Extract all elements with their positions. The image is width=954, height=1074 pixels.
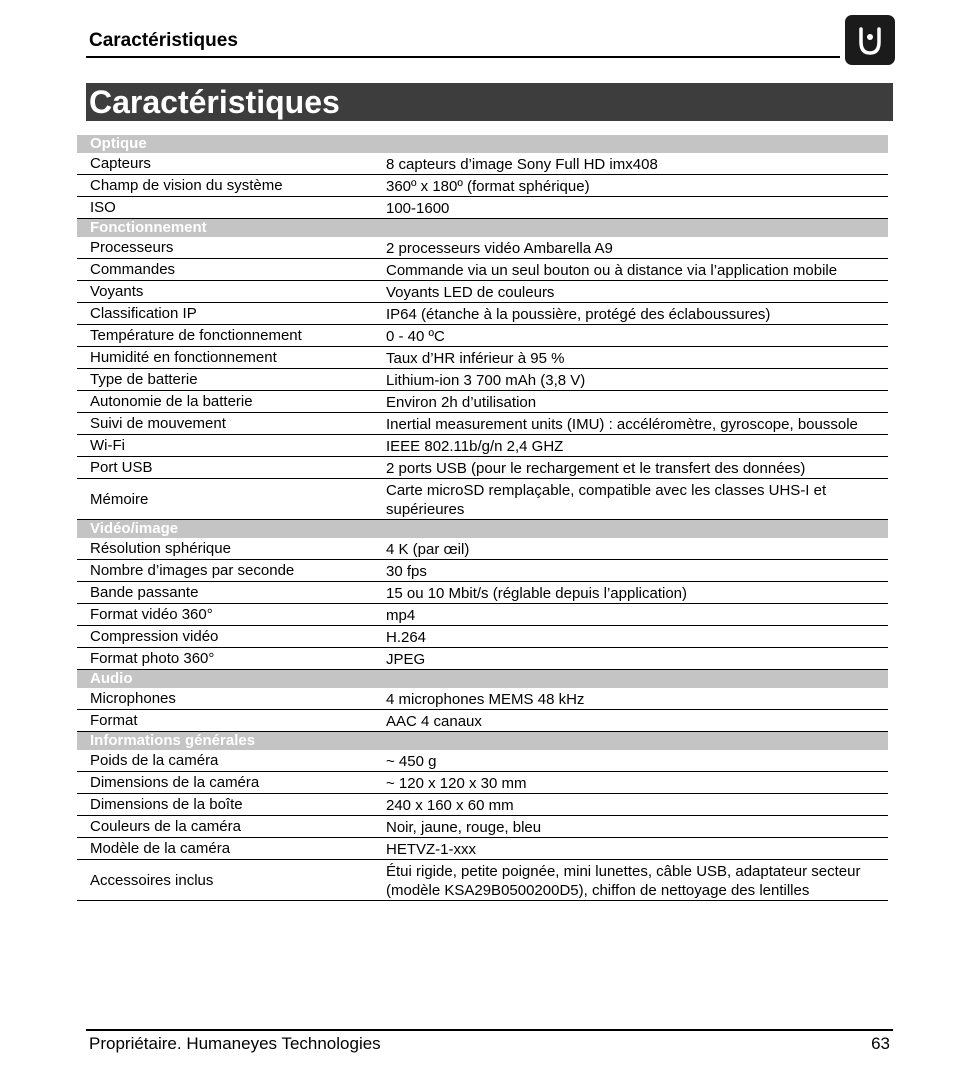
spec-row — [77, 860, 888, 901]
section-title: Audio — [77, 670, 888, 689]
spec-label: Compression vidéo — [77, 626, 386, 648]
section-header — [77, 135, 888, 153]
spec-label: Suivi de mouvement — [77, 413, 386, 435]
spec-label: Résolution sphérique — [77, 538, 386, 560]
specifications-table — [77, 135, 888, 901]
spec-value: Carte microSD remplaçable, compatible avec les classes UHS-I et supérieures — [386, 479, 888, 520]
spec-value: 8 capteurs d’image Sony Full HD imx408 — [386, 153, 888, 175]
humaneyes-logo-icon — [845, 15, 895, 65]
page-number: 63 — [871, 1034, 890, 1053]
spec-value: JPEG — [386, 648, 888, 670]
spec-label: Humidité en fonctionnement — [77, 347, 386, 369]
spec-row — [77, 582, 888, 604]
spec-label: Capteurs — [77, 153, 386, 175]
spec-label: Wi-Fi — [77, 435, 386, 457]
section-title: Fonctionnement — [77, 219, 888, 238]
spec-label: Processeurs — [77, 237, 386, 259]
spec-label: Poids de la caméra — [77, 750, 386, 772]
spec-label: Nombre d’images par seconde — [77, 560, 386, 582]
spec-label: Température de fonctionnement — [77, 325, 386, 347]
page-title: Caractéristiques — [86, 83, 893, 121]
spec-row — [77, 391, 888, 413]
spec-row — [77, 838, 888, 860]
spec-value: Commande via un seul bouton ou à distance via l’application mobile — [386, 259, 888, 281]
spec-value: AAC 4 canaux — [386, 710, 888, 732]
spec-value: 4 microphones MEMS 48 kHz — [386, 688, 888, 710]
spec-value: Étui rigide, petite poignée, mini lunettes, câble USB, adaptateur secteur (modèle KSA29B0500200D5), chiffon de nettoyage des lentilles — [386, 860, 888, 901]
spec-value: 360º x 180º (format sphérique) — [386, 175, 888, 197]
spec-value: ~ 120 x 120 x 30 mm — [386, 772, 888, 794]
spec-value: Environ 2h d’utilisation — [386, 391, 888, 413]
spec-row — [77, 560, 888, 582]
spec-label: Accessoires inclus — [77, 860, 386, 901]
spec-value: ~ 450 g — [386, 750, 888, 772]
footer-owner: Propriétaire. Humaneyes Technologies — [89, 1034, 381, 1053]
spec-row — [77, 325, 888, 347]
spec-label: Type de batterie — [77, 369, 386, 391]
spec-row — [77, 435, 888, 457]
spec-label: Voyants — [77, 281, 386, 303]
section-header — [77, 520, 888, 539]
section-title: Informations générales — [77, 732, 888, 751]
spec-label: ISO — [77, 197, 386, 219]
spec-row — [77, 197, 888, 219]
spec-row — [77, 816, 888, 838]
spec-value: IEEE 802.11b/g/n 2,4 GHZ — [386, 435, 888, 457]
header-rule — [86, 56, 840, 58]
running-header: Caractéristiques — [89, 30, 238, 51]
spec-row — [77, 369, 888, 391]
spec-row — [77, 794, 888, 816]
spec-label: Classification IP — [77, 303, 386, 325]
spec-value: Lithium-ion 3 700 mAh (3,8 V) — [386, 369, 888, 391]
spec-label: Bande passante — [77, 582, 386, 604]
spec-label: Commandes — [77, 259, 386, 281]
spec-row — [77, 648, 888, 670]
spec-value: Inertial measurement units (IMU) : accéléromètre, gyroscope, boussole — [386, 413, 888, 435]
spec-row — [77, 153, 888, 175]
spec-row — [77, 413, 888, 435]
spec-row — [77, 457, 888, 479]
spec-value: Voyants LED de couleurs — [386, 281, 888, 303]
spec-label: Format vidéo 360° — [77, 604, 386, 626]
spec-row — [77, 303, 888, 325]
spec-value: IP64 (étanche à la poussière, protégé des éclaboussures) — [386, 303, 888, 325]
spec-value: 100-1600 — [386, 197, 888, 219]
spec-row — [77, 347, 888, 369]
spec-value: 15 ou 10 Mbit/s (réglable depuis l’application) — [386, 582, 888, 604]
spec-row — [77, 538, 888, 560]
section-header — [77, 219, 888, 238]
spec-label: Format — [77, 710, 386, 732]
spec-label: Couleurs de la caméra — [77, 816, 386, 838]
spec-value: 4 K (par œil) — [386, 538, 888, 560]
spec-label: Autonomie de la batterie — [77, 391, 386, 413]
spec-label: Dimensions de la caméra — [77, 772, 386, 794]
spec-label: Format photo 360° — [77, 648, 386, 670]
spec-value: mp4 — [386, 604, 888, 626]
spec-value: Noir, jaune, rouge, bleu — [386, 816, 888, 838]
spec-value: 2 processeurs vidéo Ambarella A9 — [386, 237, 888, 259]
spec-row — [77, 710, 888, 732]
spec-label: Microphones — [77, 688, 386, 710]
spec-label: Port USB — [77, 457, 386, 479]
spec-value: 240 x 160 x 60 mm — [386, 794, 888, 816]
footer-rule — [86, 1029, 893, 1031]
spec-row — [77, 479, 888, 520]
spec-row — [77, 259, 888, 281]
spec-value: 2 ports USB (pour le rechargement et le transfert des données) — [386, 457, 888, 479]
spec-value: Taux d’HR inférieur à 95 % — [386, 347, 888, 369]
spec-label: Dimensions de la boîte — [77, 794, 386, 816]
spec-value: HETVZ-1-xxx — [386, 838, 888, 860]
spec-row — [77, 281, 888, 303]
spec-row — [77, 750, 888, 772]
spec-row — [77, 772, 888, 794]
section-title: Optique — [77, 135, 888, 153]
spec-value: 0 - 40 ºC — [386, 325, 888, 347]
section-header — [77, 670, 888, 689]
spec-row — [77, 626, 888, 648]
spec-label: Modèle de la caméra — [77, 838, 386, 860]
spec-value: H.264 — [386, 626, 888, 648]
spec-row — [77, 175, 888, 197]
spec-row — [77, 604, 888, 626]
spec-value: 30 fps — [386, 560, 888, 582]
spec-row — [77, 237, 888, 259]
section-title: Vidéo/image — [77, 520, 888, 539]
section-header — [77, 732, 888, 751]
spec-label: Mémoire — [77, 479, 386, 520]
spec-row — [77, 688, 888, 710]
spec-label: Champ de vision du système — [77, 175, 386, 197]
